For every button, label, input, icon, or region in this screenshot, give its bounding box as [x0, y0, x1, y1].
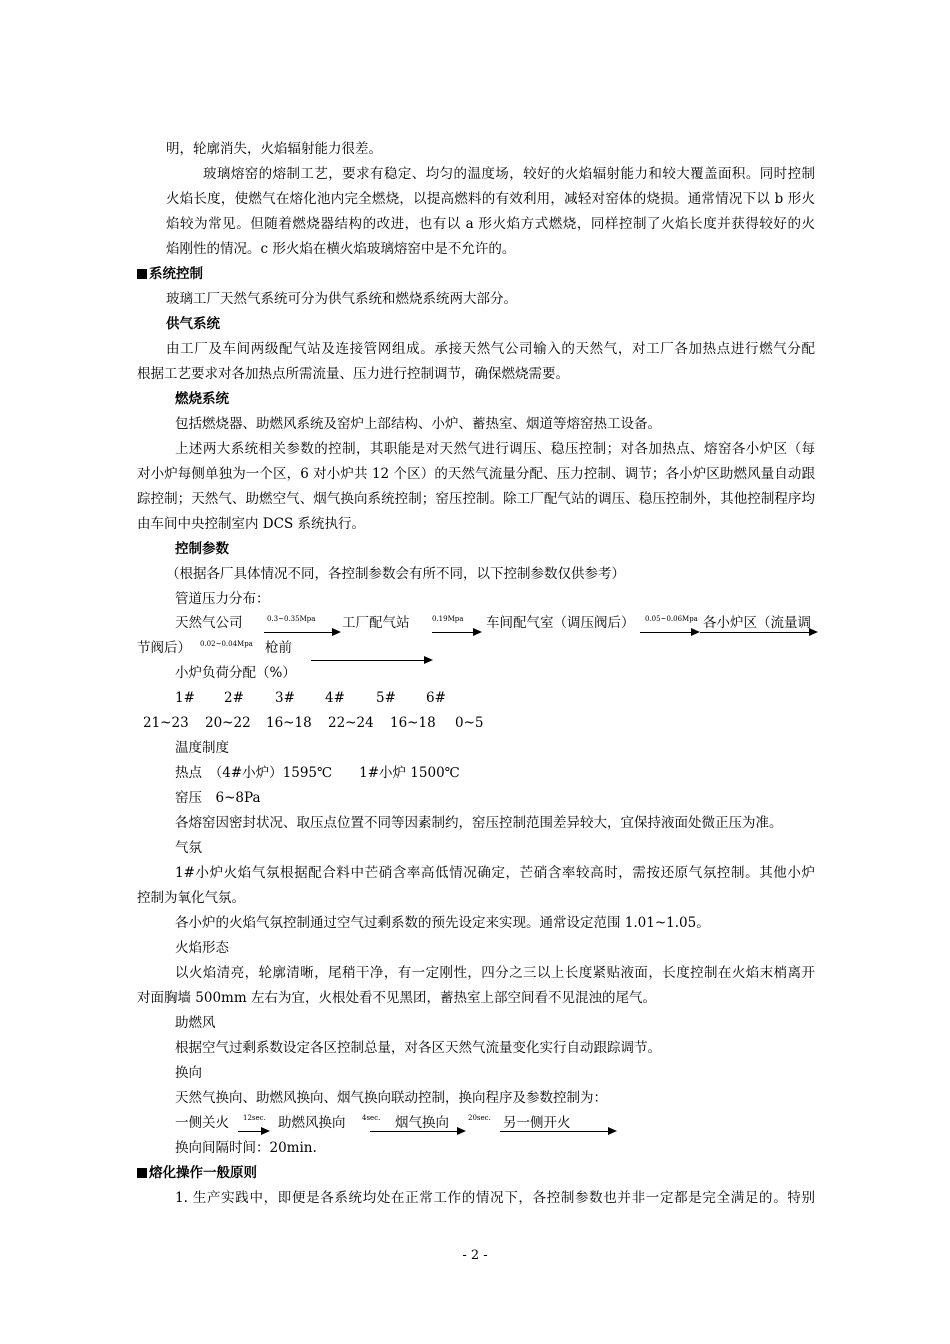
page-number: - 2 - [462, 1248, 488, 1263]
text-line: 对面胸墙 500mm 左右为宜，火根处看不见黑团，蓄热室上部空间看不见混浊的尾气。 [137, 990, 656, 1006]
text-line: 温度制度 [175, 740, 229, 756]
pressure-value: 0.3~0.35Mpa [267, 615, 316, 623]
port-load-value: 21~23 [143, 715, 189, 731]
port-label: 1# [175, 690, 195, 706]
pressure-node: 工厂配气站 [342, 615, 410, 631]
text-line: 小炉负荷分配（%） [175, 665, 296, 681]
subsection-heading: 供气系统 [166, 316, 220, 332]
text-line: 根据空气过剩系数设定各区控制总量，对各区天然气流量变化实行自动跟踪调节。 [175, 1040, 661, 1056]
text-line: 1. 生产实践中，即便是各系统均处在正常工作的情况下，各控制参数也并非一定都是完全满足的。特别 [175, 1190, 815, 1206]
text-line: 对小炉每侧单独为一个区，6 对小炉共 12 个区）的天然气流量分配、压力控制、调节；各小炉区助燃风量自动跟 [137, 466, 815, 482]
port-label: 4# [325, 690, 345, 706]
text-line: 窑压 6~8Pa [175, 790, 261, 806]
text-line: 踪控制；天然气、助燃空气、烟气换向系统控制；窑压控制。除工厂配气站的调压、稳压控制外，其他控制程序均 [137, 491, 815, 507]
port-load-value: 20~22 [205, 715, 251, 731]
text-line: 由车间中央控制室内 DCS 系统执行。 [137, 516, 365, 532]
text-line: 助燃风 [175, 1015, 216, 1031]
pressure-node: 天然气公司 [175, 615, 243, 631]
port-load-value: 16~18 [266, 715, 312, 731]
sequence-step: 另一侧开火 [503, 1115, 571, 1131]
sequence-step: 烟气换向 [395, 1115, 449, 1131]
subsection-heading: 燃烧系统 [175, 391, 229, 407]
text-line: 管道压力分布： [175, 591, 270, 607]
port-label: 2# [224, 690, 244, 706]
text-line: 由工厂及车间两级配气站及连接管网组成。承接天然气公司输入的天然气，对工厂各加热点进行燃气分配 [166, 341, 815, 357]
arrow-right-icon [238, 1131, 268, 1132]
subsection-heading: 控制参数 [175, 541, 229, 557]
square-bullet-icon [137, 1168, 147, 1178]
text-line: 各熔窑因密封状况、取压点位置不同等因素制约，窑压控制范围差异较大，宜保持液面处微正压为准。 [175, 815, 783, 831]
arrow-right-icon [264, 632, 339, 633]
port-label: 5# [376, 690, 396, 706]
text-line: 焰刚性的情况。c 形火焰在横火焰玻璃熔窑中是不允许的。 [166, 241, 516, 257]
port-load-value: 0~5 [455, 715, 484, 731]
port-load-value: 16~18 [390, 715, 436, 731]
section-heading: 系统控制 [137, 265, 203, 283]
text-line: 热点 （4#小炉）1595℃ 1#小炉 1500℃ [175, 765, 460, 781]
sequence-delay: 20sec. [468, 1114, 491, 1122]
arrow-right-icon [311, 660, 431, 661]
port-load-value: 22~24 [328, 715, 374, 731]
text-line: 包括燃烧器、助燃风系统及窑炉上部结构、小炉、蓄热室、烟道等熔窑热工设备。 [175, 416, 661, 432]
text-line: 天然气换向、助燃风换向、烟气换向联动控制，换向程序及参数控制为： [175, 1090, 607, 1106]
pressure-value: 0.02~0.04Mpa [200, 640, 253, 648]
text-line: 各小炉的火焰气氛控制通过空气过剩系数的预先设定来实现。通常设定范围 1.01~1.05。 [175, 915, 710, 931]
text-line: 玻璃工厂天然气系统可分为供气系统和燃烧系统两大部分。 [166, 291, 517, 307]
sequence-step: 助燃风换向 [278, 1115, 346, 1131]
text-line: 明，轮廓消失，火焰辐射能力很差。 [166, 141, 382, 157]
pressure-node: 枪前 [265, 640, 292, 656]
arrow-right-icon [432, 632, 480, 633]
text-line: 换向间隔时间：20min. [175, 1140, 317, 1156]
text-line: 根据工艺要求对各加热点所需流量、压力进行控制调节，确保燃烧需要。 [137, 366, 569, 382]
pressure-node: 各小炉区（流量调 [703, 615, 811, 631]
sequence-step: 一侧关火 [175, 1115, 229, 1131]
text-line: 以火焰清亮，轮廓清晰，尾稍干净，有一定刚性，四分之三以上长度紧贴液面，长度控制在火焰末梢离开 [175, 965, 815, 981]
port-label: 6# [426, 690, 446, 706]
port-label: 3# [275, 690, 295, 706]
arrow-right-icon [500, 1131, 615, 1132]
section-heading: 熔化操作一般原则 [137, 1164, 257, 1182]
text-line: 玻璃熔窑的熔制工艺，要求有稳定、均匀的温度场，较好的火焰辐射能力和较大覆盖面积。同时控制 [203, 166, 815, 182]
text-line: 焰较为常见。但随着燃烧器结构的改进，也有以 a 形火焰方式燃烧，同样控制了火焰长度并获得较好的火 [166, 216, 815, 232]
square-bullet-icon [137, 269, 147, 279]
pressure-value: 0.05~0.06Mpa [645, 615, 698, 623]
pressure-node: 节阀后） [137, 640, 191, 656]
text-line: 换向 [175, 1065, 202, 1081]
pressure-value: 0.19Mpa [432, 615, 464, 623]
arrow-right-icon [700, 632, 816, 633]
text-line: 控制为氧化气氛。 [137, 890, 245, 906]
arrow-right-icon [640, 632, 698, 633]
pressure-node: 车间配气室（调压阀后） [486, 615, 635, 631]
text-line: 火焰形态 [175, 940, 229, 956]
text-line: 上述两大系统相关参数的控制，其职能是对天然气进行调压、稳压控制；对各加热点、熔窑各小炉区（每 [175, 441, 815, 457]
sequence-delay: 12sec. [243, 1114, 266, 1122]
text-line: （根据各厂具体情况不同，各控制参数会有所不同，以下控制参数仅供参考） [166, 566, 625, 582]
text-line: 气氛 [175, 840, 202, 856]
text-line: 火焰长度，使燃气在熔化池内完全燃烧，以提高燃料的有效利用，减轻对窑体的烧损。通常情况下以 b 形火 [166, 191, 815, 207]
sequence-delay: 4sec. [362, 1114, 381, 1122]
text-line: 1#小炉火焰气氛根据配合料中芒硝含率高低情况确定，芒硝含率较高时，需按还原气氛控制。其他小炉 [175, 865, 815, 881]
